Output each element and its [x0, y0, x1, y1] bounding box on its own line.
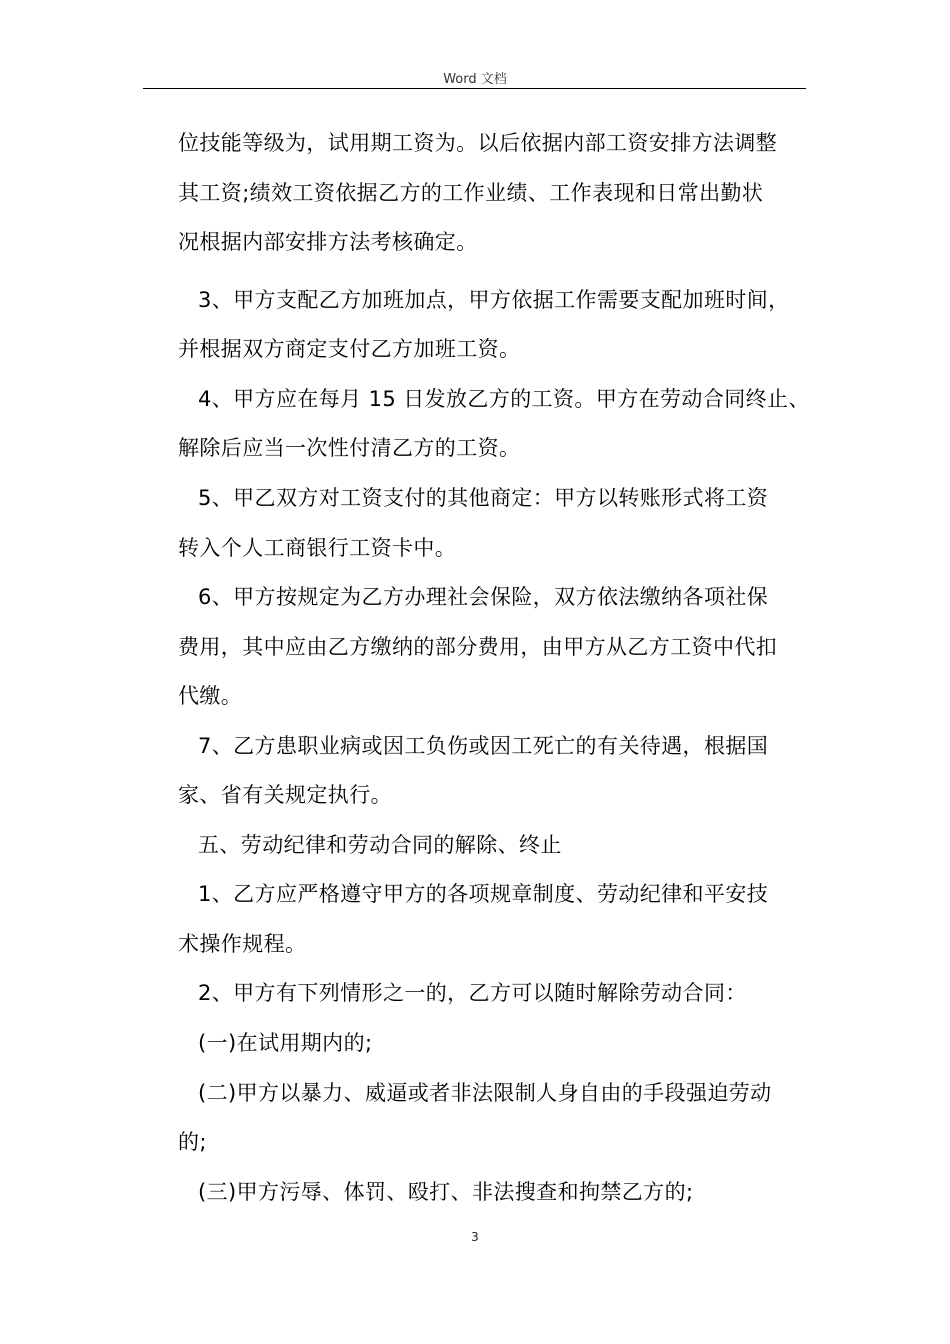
text-line: (三)甲方污辱、体罚、殴打、非法搜查和拘禁乙方的; — [198, 1180, 694, 1204]
text-line: 费用，其中应由乙方缴纳的部分费用，由甲方从乙方工资中代扣 — [178, 635, 778, 659]
text-line: 况根据内部安排方法考核确定。 — [178, 230, 478, 254]
text-line: 的; — [178, 1130, 207, 1154]
text-line: 解除后应当一次性付清乙方的工资。 — [178, 436, 521, 460]
text-line: 位技能等级为，试用期工资为。以后依据内部工资安排方法调整 — [178, 131, 778, 155]
text-line: (二)甲方以暴力、威逼或者非法限制人身自由的手段强迫劳动 — [198, 1081, 772, 1105]
text-line: 6、甲方按规定为乙方办理社会保险，双方依法缴纳各项社保 — [198, 585, 769, 609]
text-line: 转入个人工商银行工资卡中。 — [178, 536, 457, 560]
text-line: 家、省有关规定执行。 — [178, 783, 392, 807]
text-line: 7、乙方患职业病或因工负伤或因工死亡的有关待遇，根据国 — [198, 734, 769, 758]
page-number: 3 — [471, 1230, 479, 1244]
text-line: 2、甲方有下列情形之一的，乙方可以随时解除劳动合同： — [198, 981, 747, 1005]
text-line: 3、甲方支配乙方加班加点，甲方依据工作需要支配加班时间， — [198, 288, 790, 312]
section-heading: 五、劳动纪律和劳动合同的解除、终止 — [198, 833, 562, 857]
text-line: 术操作规程。 — [178, 932, 307, 956]
header-rule — [143, 88, 806, 89]
page-header: Word 文档 — [443, 72, 507, 87]
text-line: 5、甲乙双方对工资支付的其他商定：甲方以转账形式将工资 — [198, 486, 769, 510]
text-line: 并根据双方商定支付乙方加班工资。 — [178, 337, 521, 361]
text-line: 代缴。 — [178, 684, 243, 708]
text-line: 1、乙方应严格遵守甲方的各项规章制度、劳动纪律和平安技 — [198, 882, 769, 906]
text-line: 其工资;绩效工资依据乙方的工作业绩、工作表现和日常出勤状 — [178, 181, 764, 205]
text-line: (一)在试用期内的; — [198, 1031, 373, 1055]
text-line: 4、甲方应在每月 15 日发放乙方的工资。甲方在劳动合同终止、 — [198, 387, 810, 411]
